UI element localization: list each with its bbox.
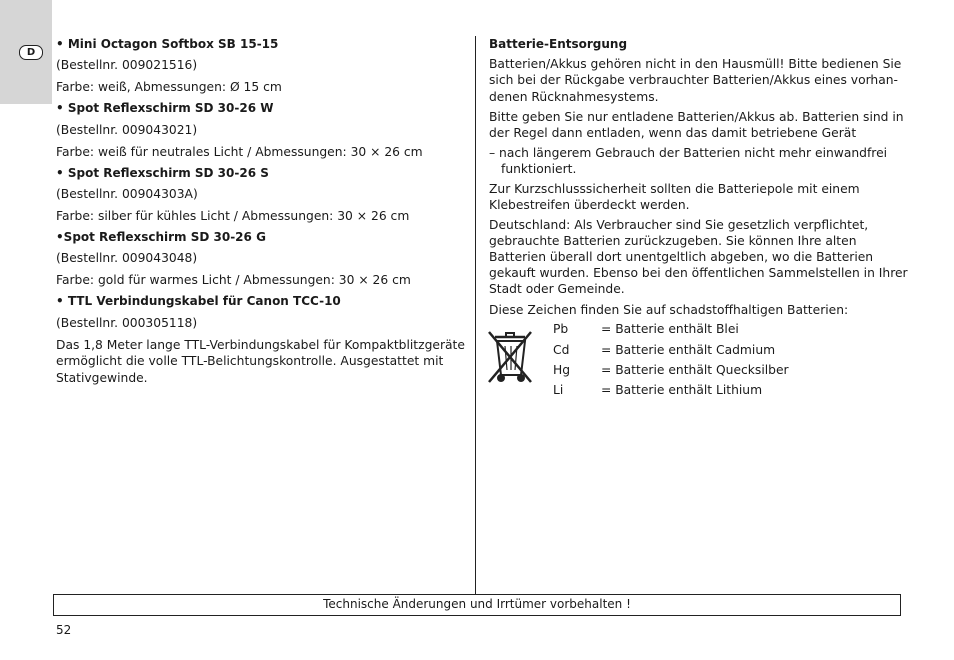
paragraph-line: sich bei der Rückgabe verbrauchter Batterien/Akkus eines vorhan-: [489, 73, 898, 87]
symbol-description: = Batterie enthält Lithium: [601, 383, 763, 397]
item-order-number: (Bestellnr. 00904303A): [56, 187, 198, 201]
page-number: 52: [56, 623, 72, 637]
language-badge: D: [19, 45, 43, 60]
symbol-description: = Batterie enthält Blei: [601, 322, 739, 336]
item-title: • Spot Reflexschirm SD 30-26 S: [56, 166, 269, 180]
symbol-code: Li: [553, 383, 564, 397]
paragraph-line: Zur Kurzschlusssicherheit sollten die Batteriepole mit einem: [489, 182, 860, 196]
symbol-description: = Batterie enthält Quecksilber: [601, 363, 789, 377]
symbol-code: Pb: [553, 322, 569, 336]
item-title: • TTL Verbindungskabel für Canon TCC-10: [56, 294, 341, 308]
item-details: Farbe: gold für warmes Licht / Abmessungen: 30 × 26 cm: [56, 273, 411, 287]
item-description-line: ermöglicht die volle TTL-Belichtungskontrolle. Ausgestattet mit: [56, 354, 444, 368]
item-details: Farbe: weiß für neutrales Licht / Abmessungen: 30 × 26 cm: [56, 145, 423, 159]
battery-symbols: [489, 322, 901, 406]
item-title: •Spot Reflexschirm SD 30-26 G: [56, 230, 266, 244]
symbol-description: = Batterie enthält Cadmium: [601, 343, 776, 357]
item-order-number: (Bestellnr. 000305118): [56, 316, 198, 330]
paragraph-line: funktioniert.: [501, 162, 577, 176]
crossed-out-wheelie-bin-icon: [485, 328, 535, 384]
paragraph-line: gekauft wurden. Ebenso bei den öffentlichen Sammelstellen in Ihrer: [489, 266, 908, 280]
paragraph-line: Bitte geben Sie nur entladene Batterien/Akkus ab. Batterien sind in: [489, 110, 904, 124]
paragraph-line: denen Rücknahmesystems.: [489, 90, 659, 104]
language-tab: [0, 0, 52, 104]
paragraph-line: Diese Zeichen finden Sie auf schadstoffhaltigen Batterien:: [489, 303, 849, 317]
item-details: Farbe: silber für kühles Licht / Abmessungen: 30 × 26 cm: [56, 209, 410, 223]
paragraph-line: Stadt oder Gemeinde.: [489, 282, 625, 296]
column-divider: [475, 36, 476, 594]
paragraph-line: Batterien überall dort unentgeltlich abgeben, wo die Batterien: [489, 250, 874, 264]
item-description-line: Das 1,8 Meter lange TTL-Verbindungskabel für Kompaktblitzgeräte: [56, 338, 465, 352]
item-order-number: (Bestellnr. 009021516): [56, 58, 198, 72]
item-title: • Spot Reflexschirm SD 30-26 W: [56, 101, 274, 115]
paragraph-line: Deutschland: Als Verbraucher sind Sie gesetzlich verpflichtet,: [489, 218, 869, 232]
symbol-code: Hg: [553, 363, 571, 377]
item-order-number: (Bestellnr. 009043021): [56, 123, 198, 137]
item-description-line: Stativgewinde.: [56, 371, 148, 385]
section-heading: Batterie-Entsorgung: [489, 37, 628, 51]
symbol-code: Cd: [553, 343, 570, 357]
paragraph-line: Klebestreifen überdeckt werden.: [489, 198, 690, 212]
paragraph-line: Batterien/Akkus gehören nicht in den Hausmüll! Bitte bedienen Sie: [489, 57, 902, 71]
paragraph-line: gebrauchte Batterien zurückzugeben. Sie können Ihre alten: [489, 234, 857, 248]
item-order-number: (Bestellnr. 009043048): [56, 251, 198, 265]
paragraph-line: – nach längerem Gebrauch der Batterien nicht mehr einwandfrei: [489, 146, 888, 160]
item-title: • Mini Octagon Softbox SB 15-15: [56, 37, 279, 51]
paragraph-line: der Regel dann entladen, wenn das damit betriebene Gerät: [489, 126, 857, 140]
item-details: Farbe: weiß, Abmessungen: Ø 15 cm: [56, 80, 282, 94]
footer-notice: Technische Änderungen und Irrtümer vorbehalten !: [53, 594, 901, 616]
